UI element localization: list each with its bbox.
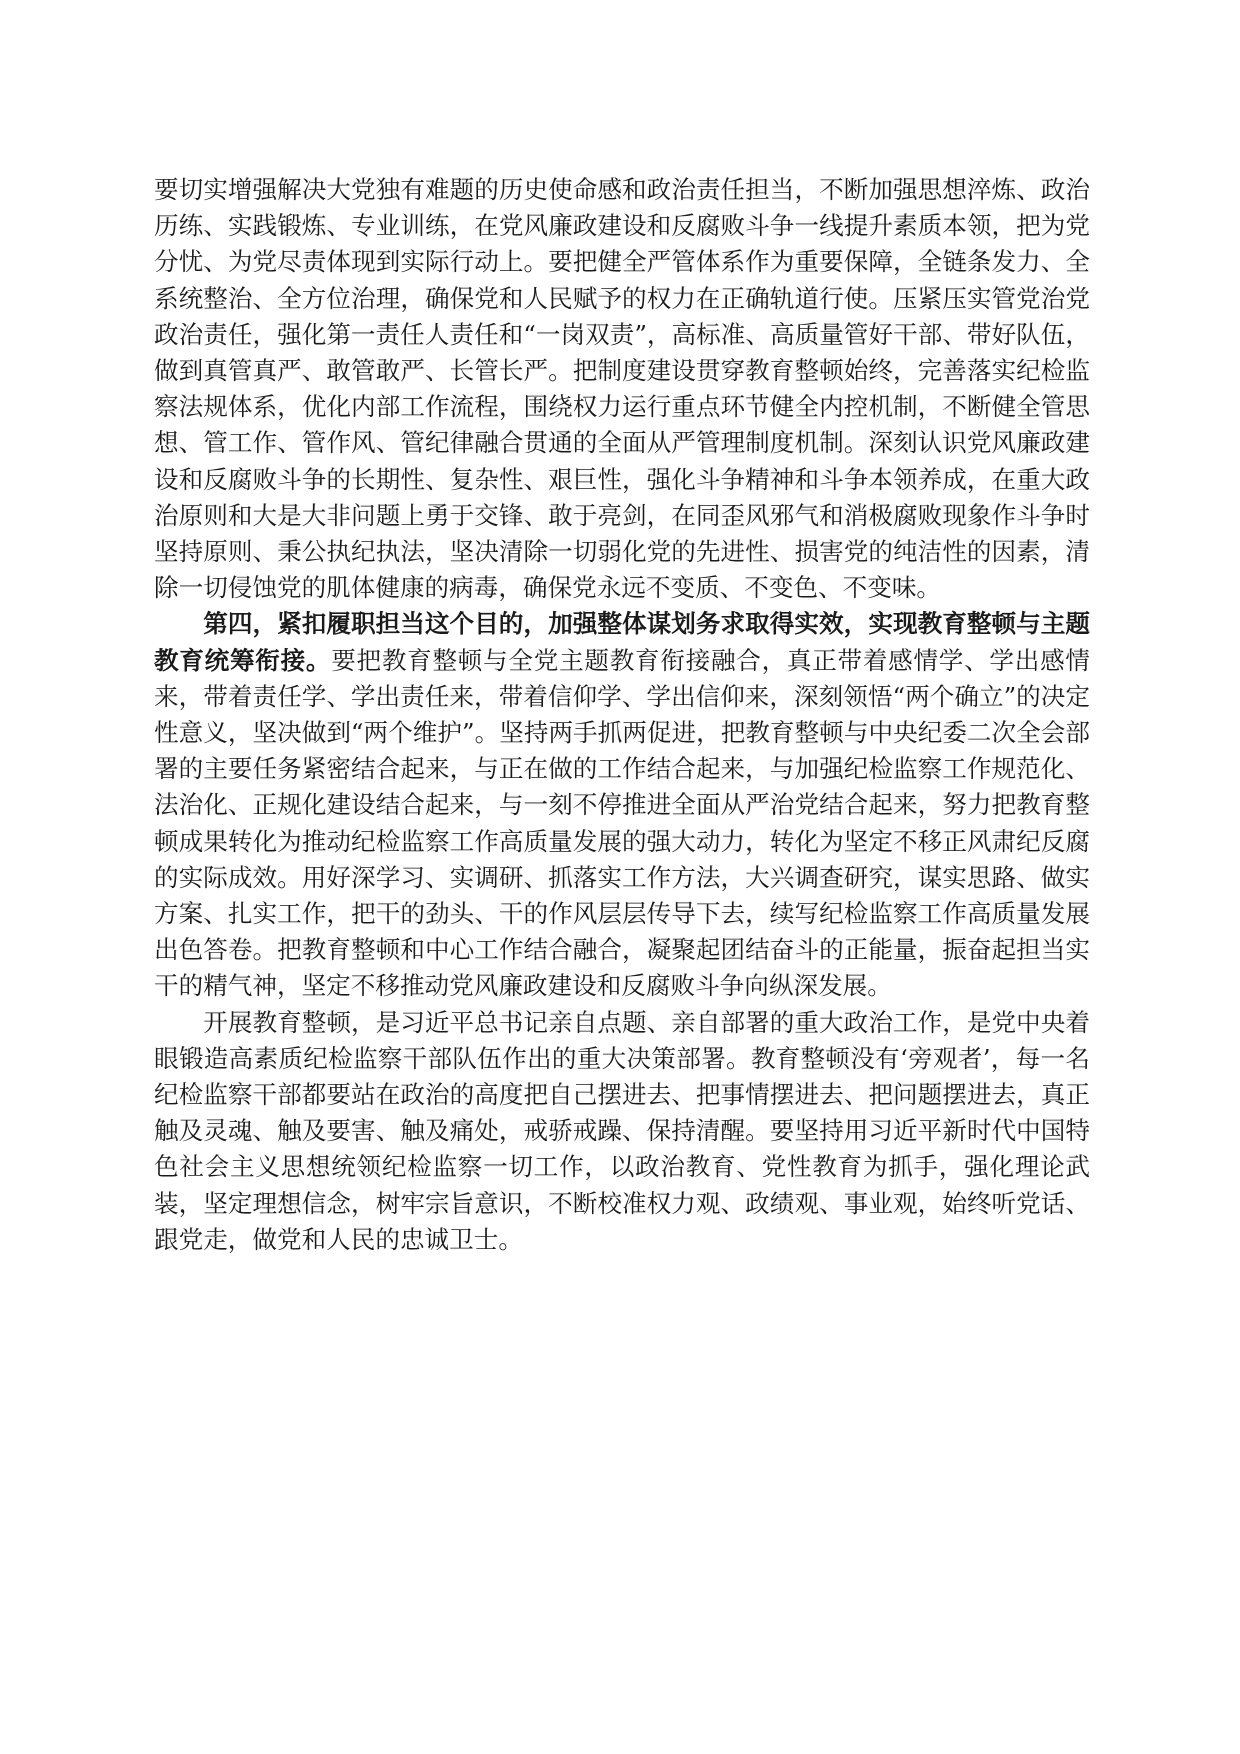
body-paragraph-1 bbox=[154, 172, 1090, 606]
paragraph-1-text: 要切实增强解决大党独有难题的历史使命感和政治责任担当，不断加强思想淬炼、政治历练、实践锻炼、专业训练，在党风廉政建设和反腐败斗争一线提升素质本领，把为党分忧、为党尽责体现到实际行动上。要把健全严管体系作为重要保障，全链条发力、全系统整治、全方位治理，确保党和人民赋予的权力在正确轨道行使。压紧压实管党治党政治责任，强化第一责任人责任和“一岗双责”，高标准、高质量管好干部、带好队伍，做到真管真严、敢管敢严、长管长严。把制度建设贯穿教育整顿始终，完善落实纪检监察法规体系，优化内部工作流程，围绕权力运行重点环节健全内控机制，不断健全管思想、管工作、管作风、管纪律融合贯通的全面从严管理制度机制。深刻认识党风廉政建设和反腐败斗争的长期性、复杂性、艰巨性，强化斗争精神和斗争本领养成，在重大政治原则和大是大非问题上勇于交锋、敢于亮剑，在同歪风邪气和消极腐败现象作斗争时坚持原则、秉公执纪执法，坚决清除一切弱化党的先进性、损害党的纯洁性的因素，清除一切侵蚀党的肌体健康的病毒，确保党永远不变质、不变色、不变味。 bbox=[154, 175, 1090, 603]
body-paragraph-2 bbox=[154, 606, 1090, 1004]
section-heading-fourth: 第四，紧扣履职担当这个目的，加强整体谋划务求取得实效，实现教育整顿与主题教育统筹衔接。 bbox=[154, 609, 1090, 675]
document-body bbox=[154, 172, 1090, 1258]
paragraph-3-text: 开展教育整顿，是习近平总书记亲自点题、亲自部署的重大政治工作，是党中央着眼锻造高素质纪检监察干部队伍作出的重大决策部署。教育整顿没有‘旁观者’，每一名纪检监察干部都要站在政治的高度把自己摆进去、把事情摆进去、把问题摆进去，真正触及灵魂、触及要害、触及痛处，戒骄戒躁、保持清醒。要坚持用习近平新时代中国特色社会主义思想统领纪检监察一切工作，以政治教育、党性教育为抓手，强化理论武装，坚定理想信念，树牢宗旨意识，不断校准权力观、政绩观、事业观，始终听党话、跟党走，做党和人民的忠诚卫士。 bbox=[154, 1007, 1090, 1254]
paragraph-2-text: 要把教育整顿与全党主题教育衔接融合，真正带着感情学、学出感情来，带着责任学、学出责任来，带着信仰学、学出信仰来，深刻领悟“两个确立”的决定性意义，坚决做到“两个维护”。坚持两手抓两促进，把教育整顿与中央纪委二次全会部署的主要任务紧密结合起来，与正在做的工作结合起来，与加强纪检监察工作规范化、法治化、正规化建设结合起来，与一刻不停推进全面从严治党结合起来，努力把教育整顿成果转化为推动纪检监察工作高质量发展的强大动力，转化为坚定不移正风肃纪反腐的实际成效。用好深学习、实调研、抓落实工作方法，大兴调查研究，谋实思路、做实方案、扎实工作，把干的劲头、干的作风层层传导下去，续写纪检监察工作高质量发展出色答卷。把教育整顿和中心工作结合融合，凝聚起团结奋斗的正能量，振奋起担当实干的精气神，坚定不移推动党风廉政建设和反腐败斗争向纵深发展。 bbox=[154, 645, 1090, 1001]
body-paragraph-3 bbox=[154, 1005, 1090, 1258]
